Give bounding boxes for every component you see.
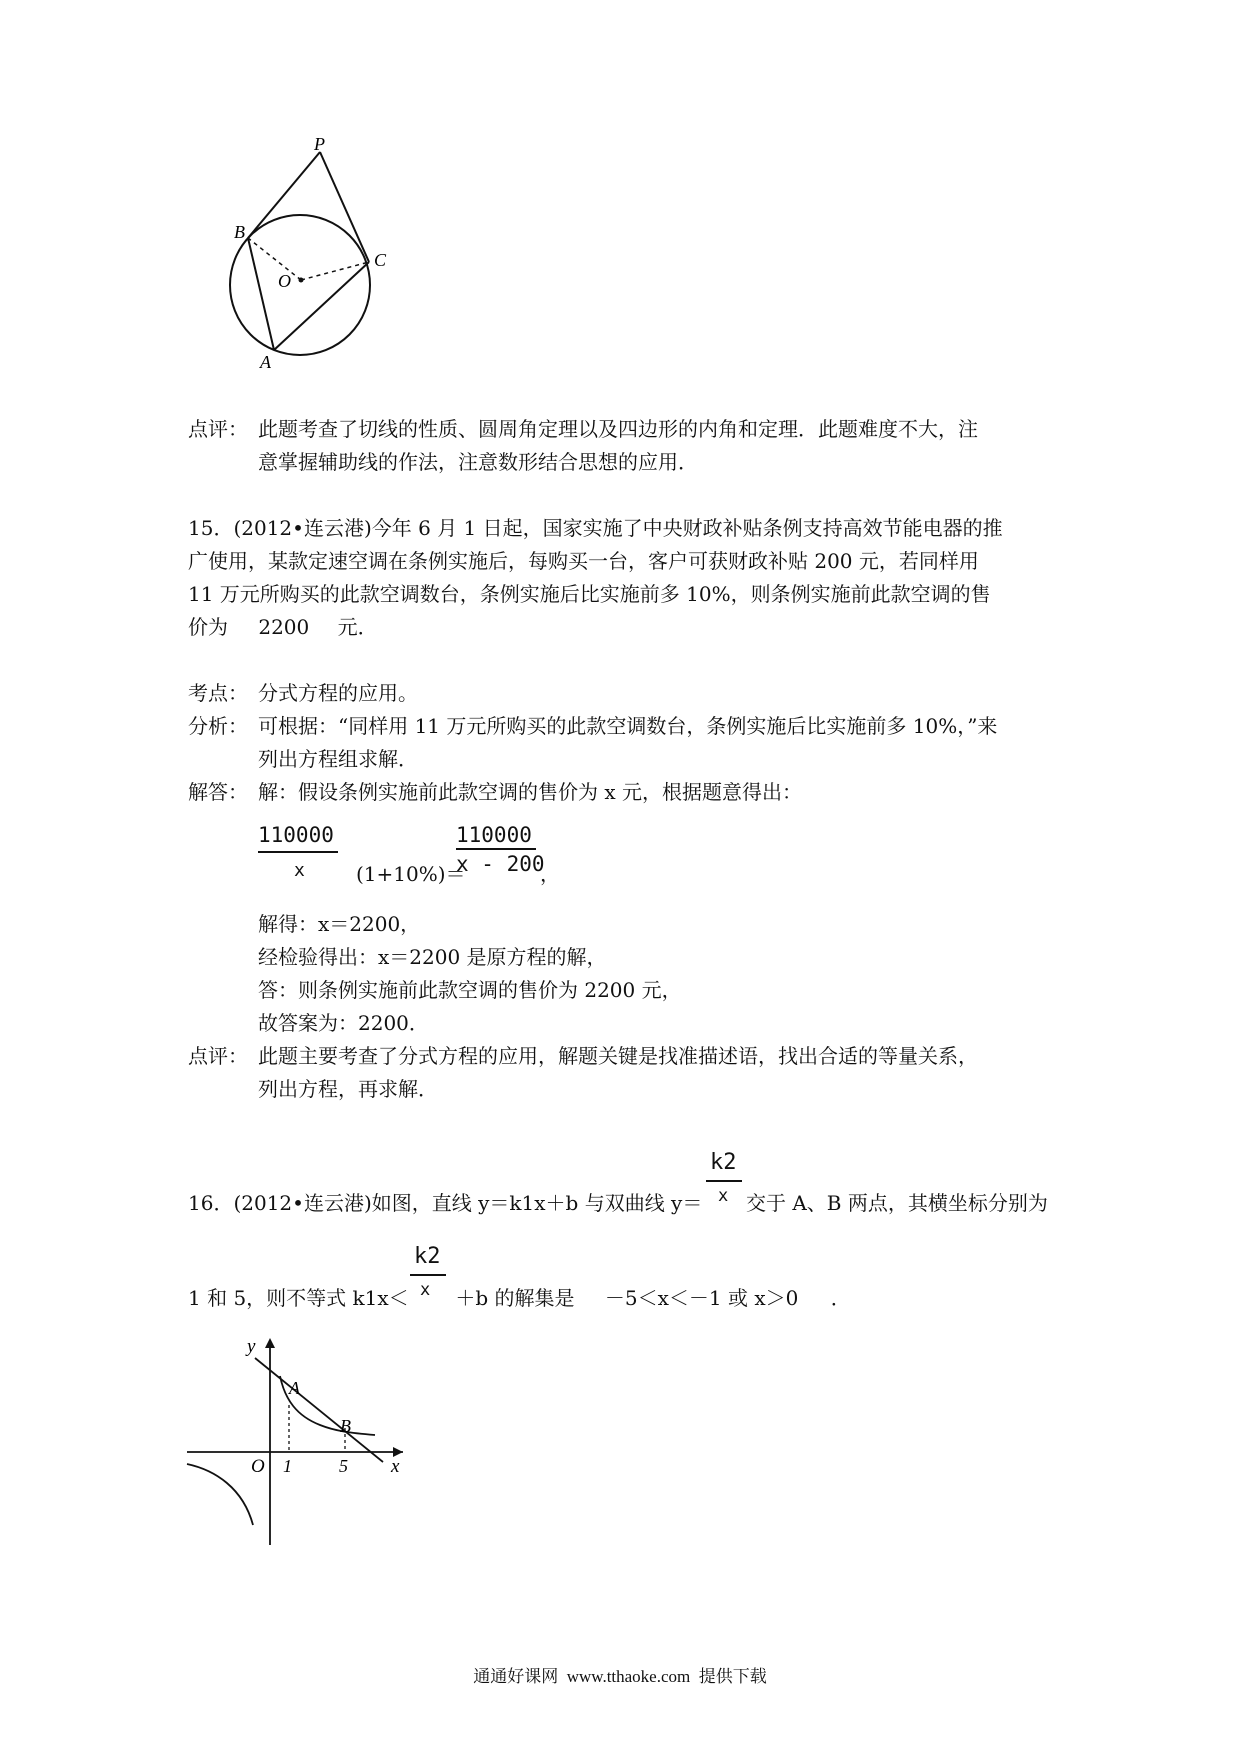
circle-tangent-figure [234, 134, 440, 410]
q15-solution-line4: 故答案为：2200． [258, 1011, 429, 1035]
q16-stem-line1-post: 交于 A、B 两点，其横坐标分别为 [746, 1191, 1048, 1215]
y-axis-arrow-icon [265, 1338, 275, 1348]
q15-stem-post: 元． [337, 615, 378, 639]
eq-fraction-bar-2 [456, 848, 536, 850]
q15-fenxi-line2: 列出方程组求解． [258, 747, 418, 771]
q15-comment-label: 点评： [188, 1044, 248, 1068]
label-a: A [260, 352, 271, 372]
q15-stem-pre: 价为 [188, 615, 228, 639]
tick-1: 1 [283, 1456, 292, 1476]
eq-denominator-1: x [294, 860, 305, 881]
q15-kaodian: 分式方程的应用。 [258, 681, 418, 705]
q15-stem-line3: 11 万元所购买的此款空调数台，条例实施后比实施前多 10%，则条例实施前此款空调的售 [188, 582, 991, 606]
q15-comment-line1: 此题主要考查了分式方程的应用，解题关键是找准描述语，找出合适的等量关系， [258, 1044, 978, 1068]
eq-numerator-2: 110000 [456, 823, 532, 847]
label-a: A [289, 1378, 300, 1398]
tangent-pb [248, 152, 320, 238]
q16-frac1-bar [706, 1180, 742, 1182]
q16-frac1-num: k2 [710, 1150, 737, 1175]
q15-answer: 2200 [258, 615, 310, 639]
q15-solution-line1: 解得：x＝2200， [258, 912, 421, 936]
eq-end: ， [540, 862, 560, 886]
q16-stem-line2-mid: ＋b 的解集是 [455, 1286, 575, 1310]
tick-5: 5 [339, 1456, 348, 1476]
label-b: B [234, 222, 245, 242]
q14-comment-line2: 意掌握辅助线的作法，注意数形结合思想的应用． [258, 450, 698, 474]
q16-stem-line2-pre: 1 和 5，则不等式 k1x＜ [188, 1286, 409, 1310]
q15-jieda-line1: 解：假设条例实施前此款空调的售价为 x 元，根据题意得出： [258, 780, 802, 804]
label-b: B [340, 1416, 351, 1436]
tangent-pc [320, 152, 369, 262]
center-point [299, 278, 304, 283]
label-y: y [247, 1336, 256, 1357]
label-p: P [314, 134, 325, 154]
hyperbola-branch-3 [187, 1464, 253, 1525]
chord-ab [248, 238, 274, 350]
q14-comment-line1: 此题考查了切线的性质、圆周角定理以及四边形的内角和定理．此题难度不大，注 [258, 417, 978, 441]
q15-comment-line2: 列出方程，再求解． [258, 1077, 438, 1101]
eq-numerator-1: 110000 [258, 823, 334, 847]
page-footer: 通通好课网 www.tthaoke.com 提供下载 [473, 1667, 767, 1686]
label-o: O [278, 271, 291, 291]
eq-denominator-2: x - 200 [456, 852, 545, 876]
label-x: x [391, 1456, 400, 1477]
q15-fenxi-line1: 可根据：“同样用 11 万元所购买的此款空调数台，条例实施后比实施前多 10%，”来 [258, 714, 998, 738]
q15-kaodian-label: 考点： [188, 681, 248, 705]
label-c: C [374, 250, 387, 270]
q15-stem-line1: 15．(2012•连云港)今年 6 月 1 日起，国家实施了中央财政补贴条例支持高效节能电器的推 [188, 516, 1003, 540]
q15-solution-line3: 答：则条例实施前此款空调的售价为 2200 元， [258, 978, 682, 1002]
circle-o [230, 215, 370, 355]
q16-stem-line1-pre: 16．(2012•连云港)如图，直线 y＝k1x＋b 与双曲线 y＝ [188, 1191, 703, 1215]
hyperbola-line-figure [185, 1330, 415, 1550]
q15-stem-line2: 广使用，某款定速空调在条例实施后，每购买一台，客户可获财政补贴 200 元，若同样用 [188, 549, 979, 573]
q16-frac2-num: k2 [414, 1244, 441, 1269]
label-origin: O [251, 1456, 265, 1477]
q16-answer: －5＜x＜－1 或 x＞0 [604, 1286, 799, 1310]
q16-frac2-den: x [420, 1280, 431, 1300]
eq-fraction-bar-1 [258, 851, 338, 853]
q15-fenxi-label: 分析： [188, 714, 248, 738]
line-k1x-b [255, 1358, 383, 1462]
q15-solution-line2: 经检验得出：x＝2200 是原方程的解， [258, 945, 607, 969]
q15-jieda-label: 解答： [188, 780, 248, 804]
q16-stem-line2 [188, 1282, 851, 1314]
q16-stem-line2-post: ． [830, 1286, 851, 1310]
q16-frac1-den: x [718, 1186, 729, 1206]
q16-frac2-bar [410, 1274, 446, 1276]
eq-middle: (1+10%)＝ [356, 862, 466, 886]
q14-comment-label: 点评： [188, 417, 248, 441]
q15-stem-line4 [188, 611, 378, 643]
